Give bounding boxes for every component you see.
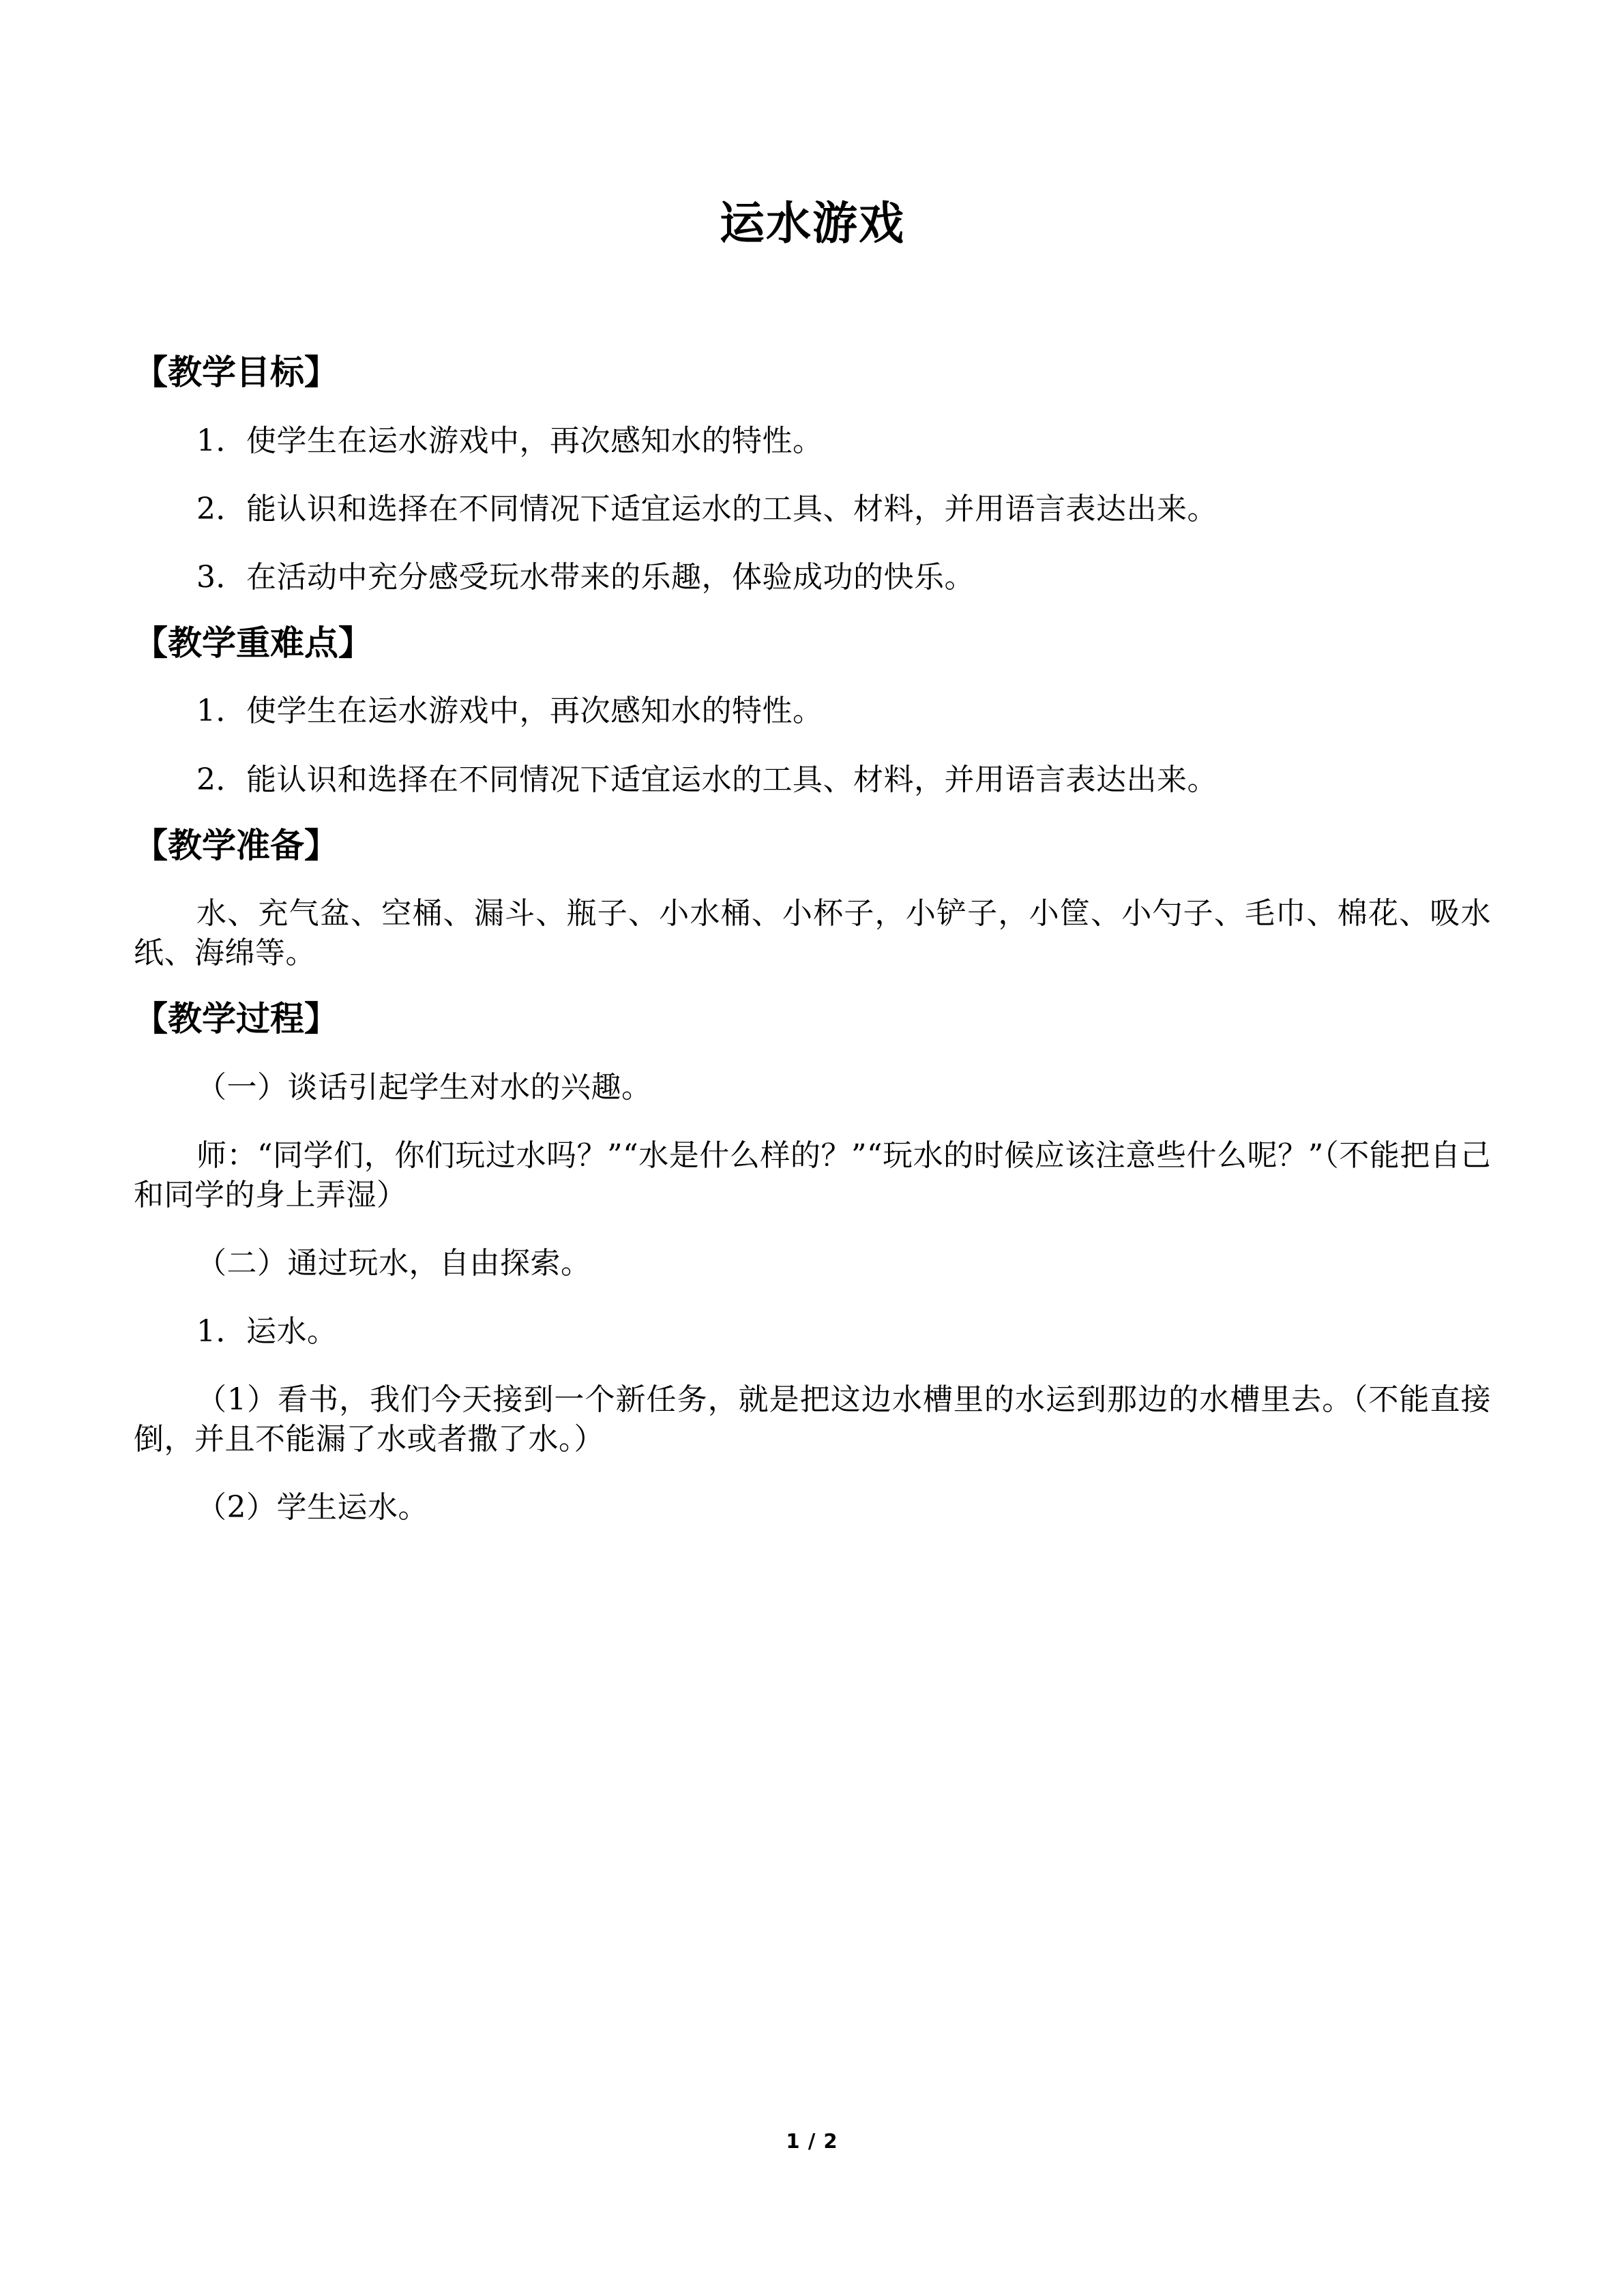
process-step-2: （二）通过玩水，自由探索。 [196,1245,591,1281]
process-task-description: （1）看书，我们今天接到一个新任务，就是把这边水槽里的水运到那边的水槽里去。（不能直接倒，并且不能漏了水或者撒了水。） [134,1382,1491,1457]
document-body [134,0,1491,1527]
process-student-activity: （2）学生运水。 [196,1490,428,1525]
objective-item-2: 2．能认识和选择在不同情况下适宜运水的工具、材料，并用语言表达出来。 [196,491,1217,526]
section-heading-preparation: 【教学准备】 [134,825,338,865]
objective-item-1: 1．使学生在运水游戏中，再次感知水的特性。 [196,423,823,458]
spacer [134,597,1491,622]
spacer [134,973,1491,998]
spacer [134,1041,1491,1068]
process-substep-1: 1．运水。 [196,1314,338,1350]
preparation-materials: 水、充气盆、空桶、漏斗、瓶子、小水桶、小杯子，小铲子，小筐、小勺子、毛巾、棉花、吸水纸、海绵等。 [134,896,1491,971]
spacer [134,394,1491,421]
spacer [134,461,1491,490]
page-footer [0,2130,1624,2153]
spacer [134,1283,1491,1312]
section-heading-key-points: 【教学重难点】 [134,623,372,663]
spacer [134,867,1491,894]
spacer [134,664,1491,691]
key-point-item-1: 1．使学生在运水游戏中，再次感知水的特性。 [196,694,823,729]
process-teacher-dialogue: 师：“同学们，你们玩过水吗？”“水是什么样的？”“玩水的时候应该注意些什么呢？”（不能把自己和同学的身上弄湿） [134,1137,1491,1212]
spacer [134,1107,1491,1136]
spacer [134,1215,1491,1244]
spacer [134,250,1491,351]
spacer [134,800,1491,824]
section-heading-objectives: 【教学目标】 [134,353,338,393]
objective-item-3: 3．在活动中充分感受玩水带来的乐趣，体验成功的快乐。 [196,559,975,595]
spacer [134,529,1491,558]
process-step-1: （一）谈话引起学生对水的兴趣。 [196,1069,652,1105]
page-number: 1 / 2 [786,2130,838,2153]
key-point-item-2: 2．能认识和选择在不同情况下适宜运水的工具、材料，并用语言表达出来。 [196,762,1217,797]
spacer [134,1352,1491,1380]
section-heading-process: 【教学过程】 [134,999,338,1039]
spacer [134,1459,1491,1488]
spacer [134,732,1491,760]
page-title: 运水游戏 [720,197,905,250]
